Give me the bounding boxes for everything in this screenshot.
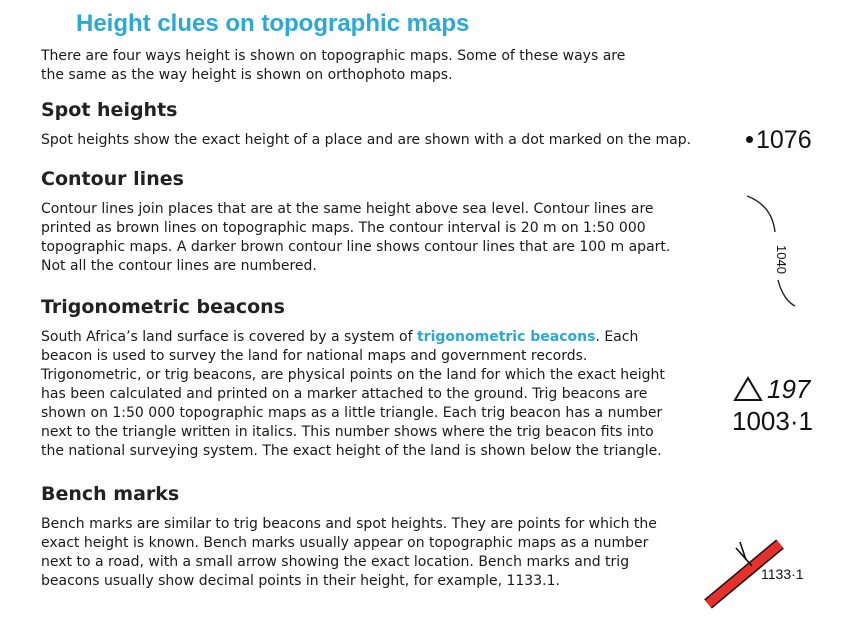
paragraph-line: next to a road, with a small arrow showing the exact location. Bench marks and trig: [41, 554, 630, 570]
paragraph-text: South Africa’s land surface is covered by a system of: [41, 329, 417, 345]
paragraph-line: next to the triangle written in italics. This number shows where the trig beacon fits into: [41, 424, 654, 440]
bench-marks-paragraph: [41, 515, 657, 591]
spot-dot-icon: [746, 136, 753, 143]
paragraph-line: beacon is used to survey the land for national maps and government records.: [41, 348, 588, 364]
intro-paragraph: [41, 47, 625, 85]
contour-lines-paragraph: [41, 200, 670, 276]
spot-heights-paragraph: [41, 131, 691, 150]
paragraph-line: Not all the contour lines are numbered.: [41, 258, 317, 274]
paragraph-line: Trigonometric, or trig beacons, are physical points on the land for which the exact height: [41, 367, 665, 383]
trig-beacons-heading: Trigonometric beacons: [41, 296, 285, 318]
paragraph-line: shown on 1:50 000 topographic maps as a little triangle. Each trig beacon has a number: [41, 405, 663, 421]
trig-beacon-number: 197: [767, 374, 811, 404]
paragraph-line: [41, 328, 665, 347]
spot-heights-heading: Spot heights: [41, 99, 178, 121]
trig-beacon-height: 1003·1: [732, 406, 813, 436]
page-title: Height clues on topographic maps: [76, 10, 470, 37]
paragraph-line: exact height is known. Bench marks usually appear on topographic maps as a number: [41, 535, 649, 551]
paragraph-text: . Each: [595, 329, 639, 345]
paragraph-line: Spot heights show the exact height of a place and are shown with a dot marked on the map.: [41, 132, 692, 148]
contour-label: 1040: [773, 245, 789, 274]
spot-height-value: 1076: [756, 126, 812, 154]
paragraph-line: Bench marks are similar to trig beacons and spot heights. They are points for which the: [41, 516, 657, 532]
bench-mark-value: 1133·1: [761, 566, 804, 582]
paragraph-line: Contour lines join places that are at the same height above sea level. Contour lines are: [41, 201, 654, 217]
intro-line: the same as the way height is shown on orthophoto maps.: [41, 67, 453, 83]
contour-lines-heading: Contour lines: [41, 168, 184, 190]
trig-triangle-icon: [733, 376, 763, 402]
paragraph-line: printed as brown lines on topographic maps. The contour interval is 20 m on 1:50 000: [41, 220, 646, 236]
spot-height-figure: [746, 126, 812, 155]
trigonometric-beacons-link[interactable]: trigonometric beacons: [416, 329, 596, 345]
bench-marks-heading: Bench marks: [41, 483, 180, 505]
paragraph-line: topographic maps. A darker brown contour line shows contour lines that are 100 m apart.: [41, 239, 671, 255]
intro-line: There are four ways height is shown on topographic maps. Some of these ways are: [41, 48, 626, 64]
trig-beacons-paragraph: [41, 328, 665, 461]
paragraph-line: beacons usually show decimal points in their height, for example, 1133.1.: [41, 573, 560, 589]
paragraph-line: has been calculated and printed on a marker attached to the ground. Trig beacons are: [41, 386, 648, 402]
paragraph-line: the national surveying system. The exact height of the land is shown below the triangle.: [41, 443, 662, 459]
